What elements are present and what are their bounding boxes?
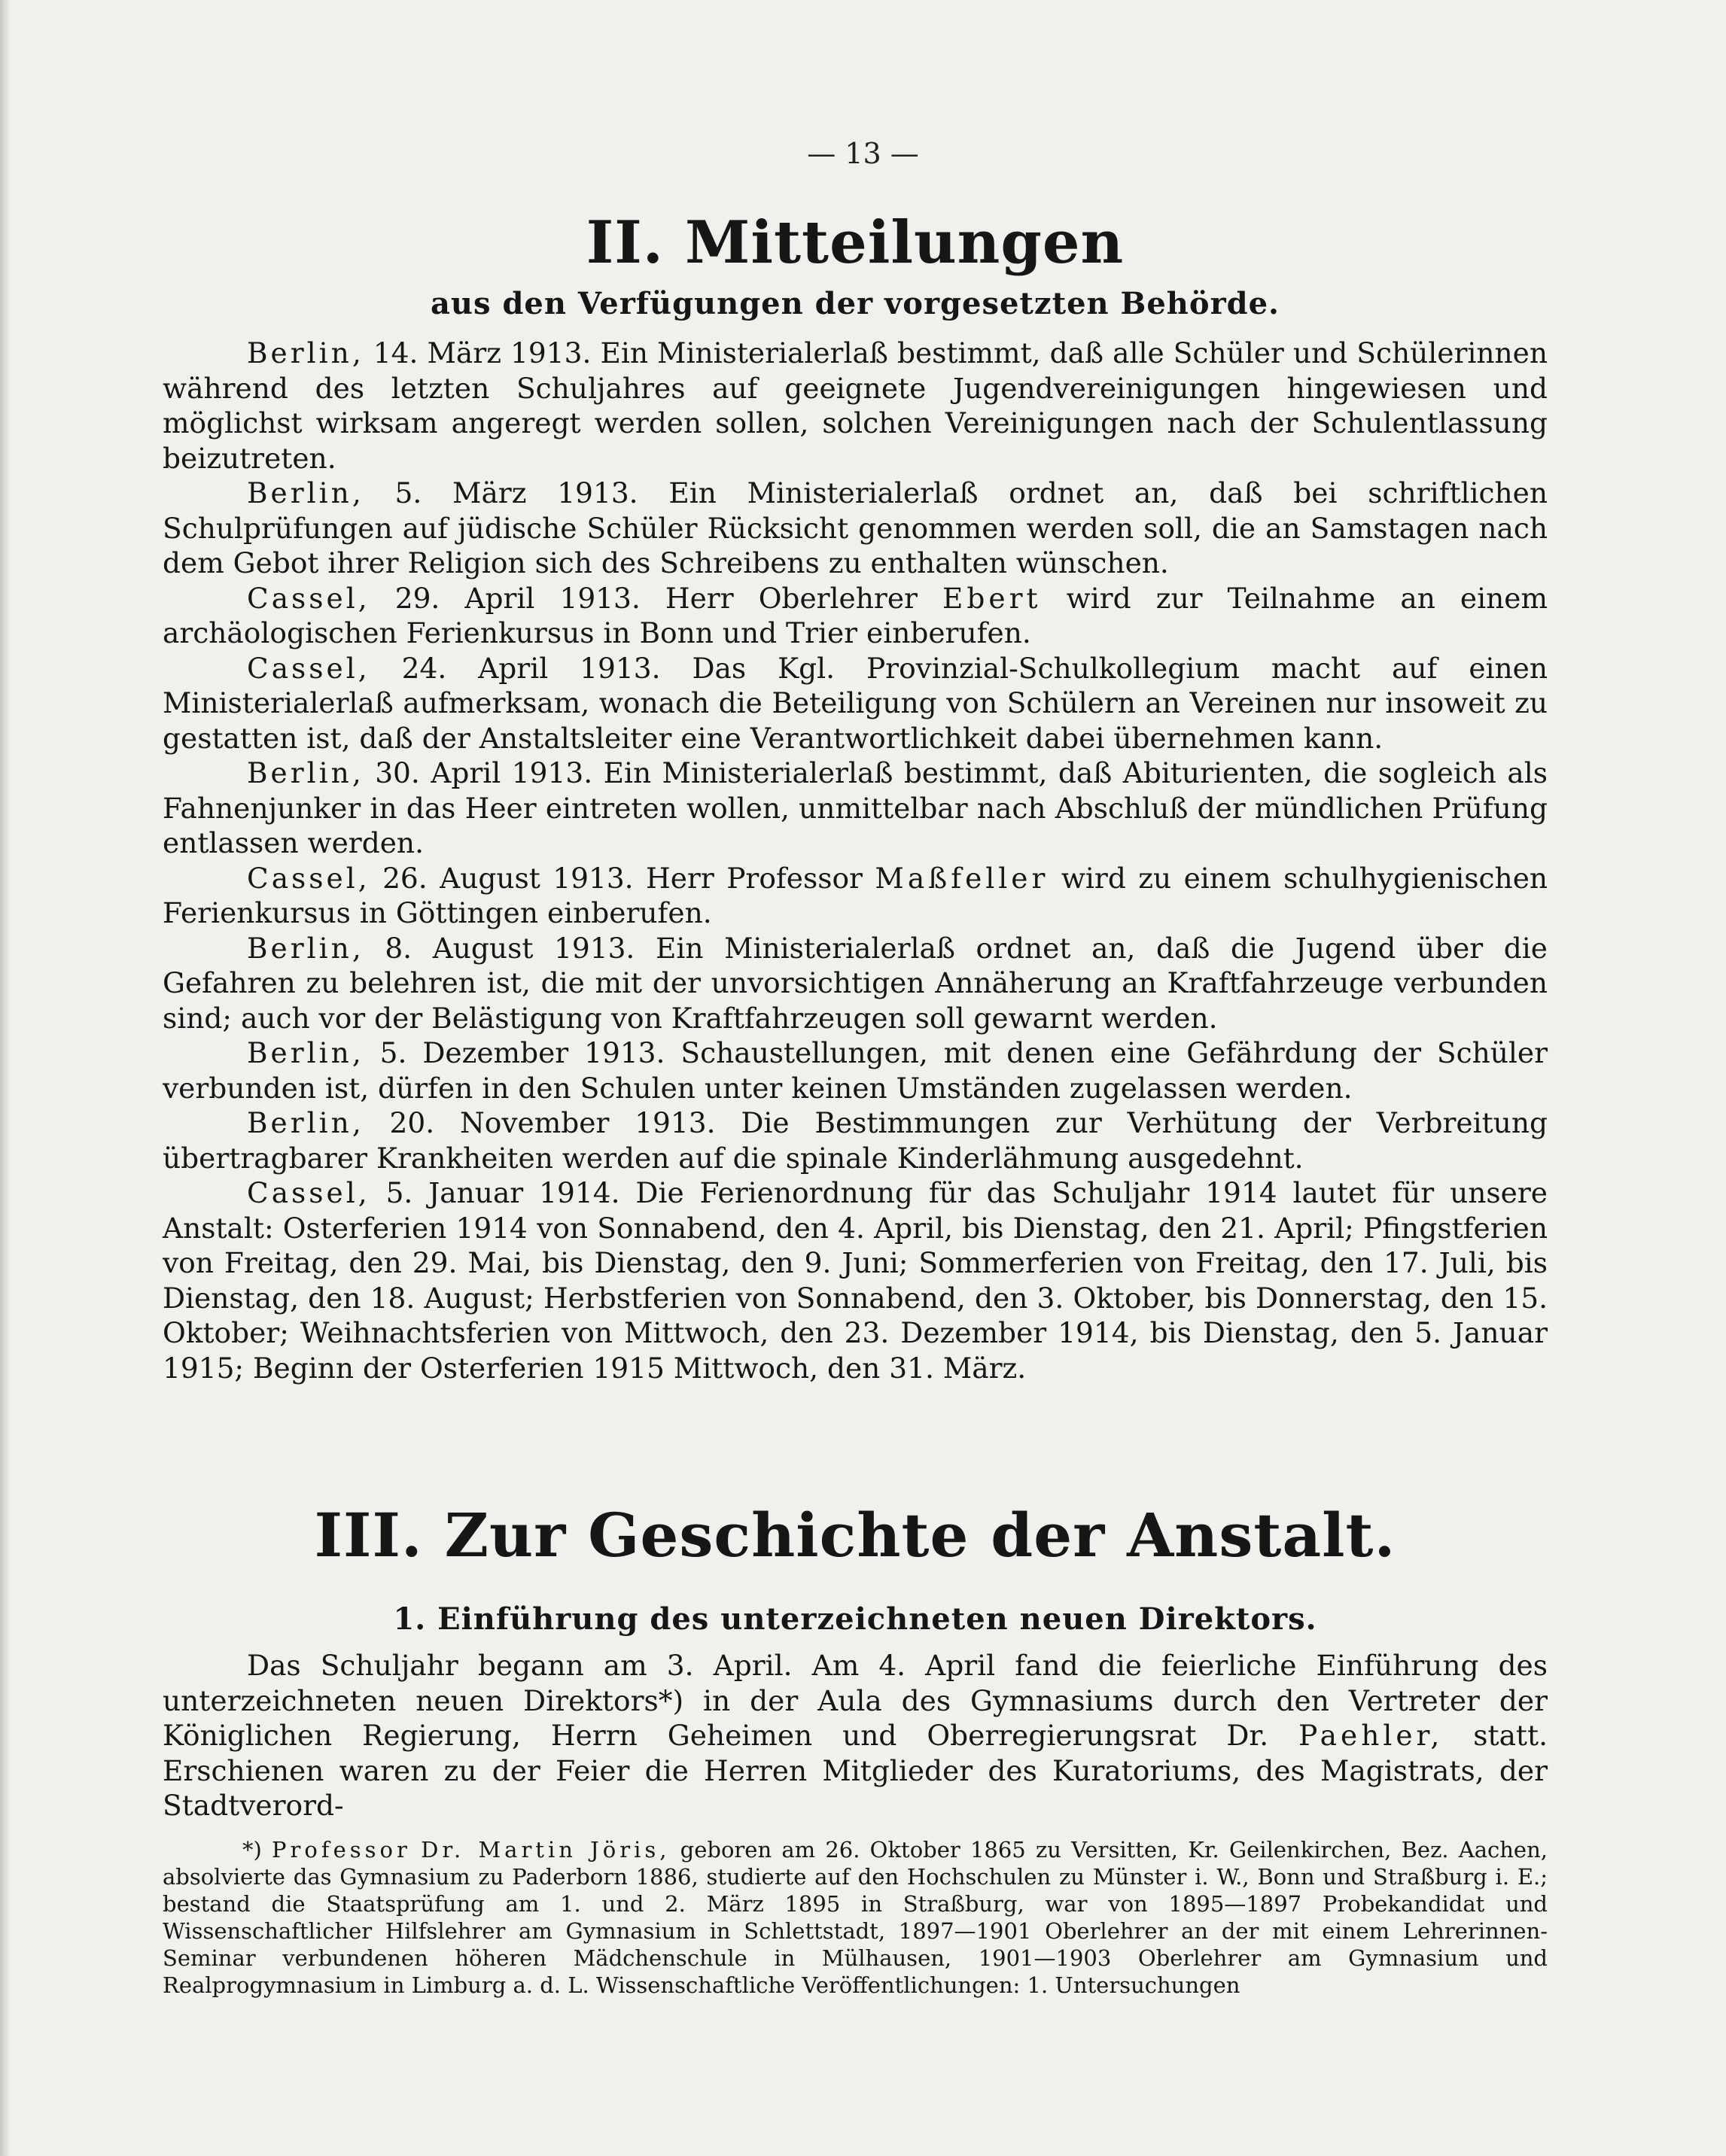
entry-place: Cassel, bbox=[247, 651, 370, 685]
entry-place: Berlin, bbox=[247, 1106, 364, 1139]
entry-place: Berlin, bbox=[247, 756, 364, 789]
person-name: Maßfeller bbox=[875, 861, 1049, 895]
section-heading: II. Mitteilungen bbox=[586, 208, 1125, 277]
entry-place: Cassel, bbox=[247, 861, 370, 895]
entry-date: 8. August 1913. bbox=[385, 931, 635, 965]
page-edge-shadow bbox=[0, 0, 11, 2156]
section-subheading: aus den Verfügungen der vorgesetzten Behörde. bbox=[431, 286, 1280, 321]
entry-date: 30. April 1913. bbox=[375, 756, 593, 789]
footnote-marker: *) bbox=[242, 1837, 262, 1863]
entry-place: Berlin, bbox=[247, 476, 364, 509]
entry-text: Das Kgl. Provinzial-Schulkollegium macht auf einen Ministerialerlaß aufmerksam, wonach die Beteiligung von Schülern an Vereinen nur insoweit zu gestatten ist, daß der Anstaltsleiter eine Verantwortlichkeit dabei übernehmen kann. bbox=[163, 651, 1548, 755]
decree-entry bbox=[163, 1035, 1548, 1105]
decree-entry bbox=[163, 861, 1548, 931]
entry-date: 14. März 1913. bbox=[373, 336, 592, 369]
footnote-title: Professor bbox=[272, 1837, 411, 1863]
decree-entry bbox=[163, 931, 1548, 1036]
entry-text: Herr Professor bbox=[646, 861, 863, 895]
section-mitteilungen bbox=[163, 209, 1548, 1385]
entry-text: Ein Ministerialerlaß ordnet an, daß die Jugend über die Gefahren zu belehren ist, die mit der unvorsichtigen Annäherung an Kraftfahrzeuge verbunden sind; auch vor der Belästigung von Kraftfahrzeugen soll gewarnt werden. bbox=[163, 931, 1548, 1035]
footnote-person-name: Dr. Martin Jöris, bbox=[421, 1837, 671, 1863]
paragraph-text: Das Schuljahr begann am 3. April. Am 4. April fand die feierliche Einführung des unterzeichneten neuen Direktors*) in der Aula des Gymnasiums durch den Vertreter der Königlichen Regierung, Herrn Geheimen und Oberregierungsrat Dr. bbox=[163, 1649, 1548, 1752]
decree-entry bbox=[163, 1175, 1548, 1385]
entry-date: 26. August 1913. bbox=[382, 861, 634, 895]
decree-entry bbox=[163, 581, 1548, 651]
entry-date: 24. April 1913. bbox=[401, 651, 661, 685]
decree-entry bbox=[163, 1105, 1548, 1175]
entry-text: Herr Oberlehrer bbox=[665, 581, 918, 615]
entry-text: Ein Ministerialerlaß bestimmt, daß Abiturienten, die sogleich als Fahnenjunker in das Heer eintreten wollen, unmittelbar nach Abschluß der mündlichen Prüfung entlassen werden. bbox=[163, 756, 1548, 859]
entry-text: Ein Ministerialerlaß ordnet an, daß bei schriftlichen Schulprüfungen auf jüdische Schüler Rücksicht genommen werden soll, die an Samstagen nach dem Gebot ihrer Religion sich des Schreibens zu enthalten wünschen. bbox=[163, 476, 1548, 579]
decree-entry bbox=[163, 336, 1548, 476]
entry-place: Cassel, bbox=[247, 581, 370, 615]
decree-entry bbox=[163, 651, 1548, 756]
entry-text: Schaustellungen, mit denen eine Gefährdung der Schüler verbunden ist, dürfen in den Schulen unter keinen Umständen zugelassen werden. bbox=[163, 1036, 1548, 1105]
paragraph-text: statt. Erschienen waren zu der Feier die Herren Mitglieder des Kuratoriums, des Magistrats, der Stadtverord- bbox=[163, 1719, 1548, 1822]
entry-text: Ein Ministerialerlaß bestimmt, daß alle Schüler und Schülerinnen während des letzten Schuljahres auf geeignete Jugendvereinigungen hingewiesen und möglichst wirksam angeregt werden sollen, solchen Vereinigungen nach der Schulentlassung beizutreten. bbox=[163, 336, 1548, 475]
cut-off-text-line bbox=[163, 2107, 1548, 2130]
person-name: Ebert bbox=[942, 581, 1042, 615]
footnote-text: geboren am 26. Oktober 1865 zu Versitten, Kr. Geilenkirchen, Bez. Aachen, absolvierte das Gymnasium zu Paderborn 1886, studierte auf den Hochschulen zu Münster i. W., Bonn und Straßburg i. E.; bestand die Staatsprüfung am 1. und 2. März 1895 in Straßburg, war von 1895—1897 Probekandidat und Wissenschaftlicher Hilfslehrer am Gymnasium in Schlettstadt, 1897—1901 Oberlehrer an der mit einem Lehrerinnen-Seminar verbundenen höheren Mädchenschule in Mülhausen, 1901—1903 Oberlehrer am Gymnasium und Realprogymnasium in Limburg a. d. L. Wissenschaftliche Veröffentlichungen: 1. Untersuchungen bbox=[163, 1837, 1548, 1998]
entry-place: Berlin, bbox=[247, 336, 364, 369]
entry-place: Berlin, bbox=[247, 931, 364, 965]
decree-entry bbox=[163, 756, 1548, 861]
entry-date: 5. Januar 1914. bbox=[385, 1176, 620, 1209]
footnote bbox=[163, 1836, 1548, 1999]
subsection-heading: 1. Einführung des unterzeichneten neuen Direktors. bbox=[393, 1601, 1317, 1637]
entry-date: 20. November 1913. bbox=[389, 1106, 716, 1139]
entry-place: Berlin, bbox=[247, 1036, 364, 1069]
section-geschichte bbox=[163, 1498, 1548, 1823]
entry-date: 5. Dezember 1913. bbox=[379, 1036, 665, 1069]
person-name: Paehler, bbox=[1298, 1719, 1444, 1752]
body-paragraph bbox=[163, 1648, 1548, 1823]
entry-text: wird zur Teilnahme an einem archäologischen Ferienkursus in Bonn und Trier einberufen. bbox=[163, 581, 1548, 649]
page-number: — 13 — bbox=[807, 137, 919, 170]
entry-date: 5. März 1913. bbox=[394, 476, 638, 509]
entry-text: Die Bestimmungen zur Verhütung der Verbreitung übertragbarer Krankheiten werden auf die spinale Kinderlähmung ausgedehnt. bbox=[163, 1106, 1548, 1175]
entry-text: Die Ferienordnung für das Schuljahr 1914 lautet für unsere Anstalt: Osterferien 1914 von Sonnabend, den 4. April, bis Dienstag, den 21. April; Pfingstferien von Freitag, den 29. Mai, bis Dienstag, den 9. Juni; Sommerferien von Freitag, den 17. Juli, bis Dienstag, den 18. August; Herbstferien von Sonnabend, den 3. Oktober, bis Donnerstag, den 15. Oktober; Weihnachtsferien von Mittwoch, den 23. Dezember 1914, bis Dienstag, den 5. Januar 1915; Beginn der Osterferien 1915 Mittwoch, den 31. März. bbox=[163, 1176, 1548, 1385]
section-heading: III. Zur Geschichte der Anstalt. bbox=[314, 1500, 1396, 1571]
entry-date: 29. April 1913. bbox=[394, 581, 641, 615]
entry-place: Cassel, bbox=[247, 1176, 370, 1209]
decree-entry bbox=[163, 476, 1548, 581]
entry-text: wird zu einem schulhygienischen Ferienkursus in Göttingen einberufen. bbox=[163, 861, 1548, 929]
